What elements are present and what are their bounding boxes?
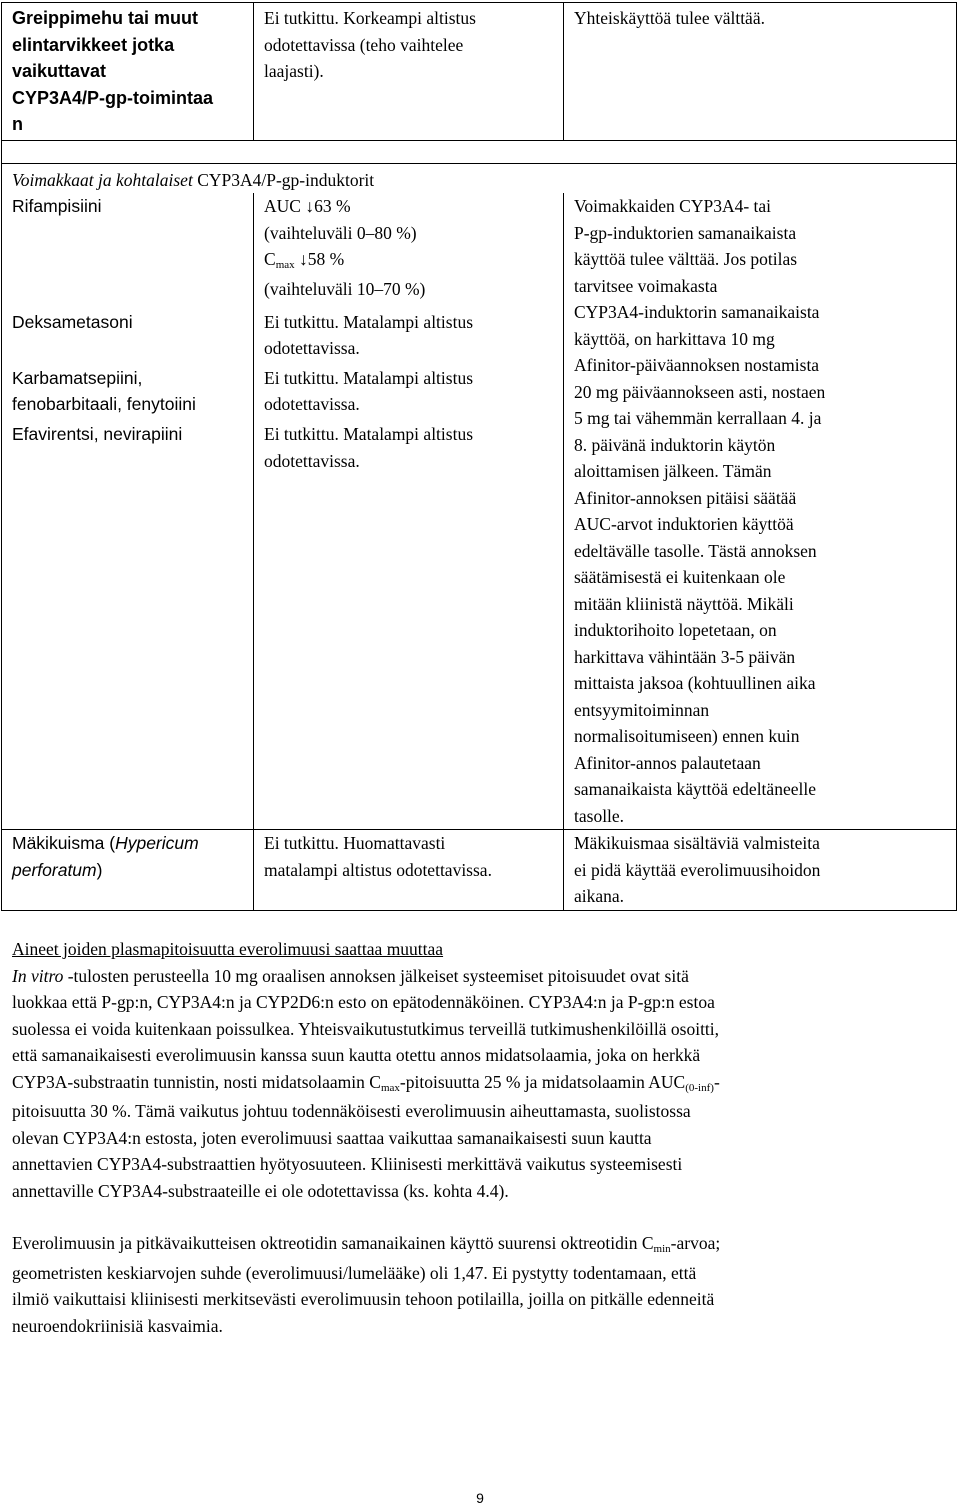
text-line: suolessa ei voida kuitenkaan poissulkea. Yhteisvaikutustutkimus terveillä tutkimushenkilöillä osoitti, xyxy=(12,1018,720,1039)
section-heading-plain: CYP3A4/P-gp-induktorit xyxy=(192,169,375,190)
text-fragment: CYP3A-substraatin tunnistin, nosti midatsolaamin C xyxy=(12,1071,381,1092)
recommendation-line: AUC-arvot induktorien käyttöä xyxy=(574,514,794,534)
arrow-down-icon: ↓ xyxy=(305,196,315,216)
effect-line: Ei tutkittu. Matalampi altistus xyxy=(264,367,474,388)
substance-line: CYP3A4/P-gp-toimintaa xyxy=(12,87,214,108)
recommendation-line: mitään kliinistä näyttöä. Mikäli xyxy=(574,593,794,614)
recommendation-line: tarvitsee voimakasta xyxy=(574,275,718,296)
subscript: (0-inf) xyxy=(685,1081,714,1094)
table-row xyxy=(2,193,957,309)
substance-cell xyxy=(2,193,254,309)
text-line: luokkaa että P-gp:n, CYP3A4:n ja CYP2D6:n esto on epätodennäköinen. CYP3A4:n ja P-gp:n estoa xyxy=(12,992,715,1012)
text-fragment: -arvoa; xyxy=(670,1233,721,1253)
text-line xyxy=(12,963,942,990)
text-line: neuroendokriinisiä kasvaimia. xyxy=(12,1315,223,1336)
recommendation-line: CYP3A4-induktorin samanaikaista xyxy=(574,302,820,322)
effect-line: odotettavissa. xyxy=(264,450,360,471)
recommendation-cell xyxy=(564,3,957,141)
substance-cell xyxy=(2,421,254,830)
hypericum-name-italic: perforatum xyxy=(12,859,97,880)
recommendation-line: Mäkikuismaa sisältäviä valmisteita xyxy=(574,833,820,853)
recommendation-line: P-gp-induktorien samanaikaista xyxy=(574,222,797,243)
recommendation-line: Afinitor-päiväannoksen nostamista xyxy=(574,355,820,375)
arrow-down-icon: ↓ xyxy=(299,249,308,269)
cmax-subscript: max xyxy=(275,259,295,271)
substance-cell xyxy=(2,3,254,141)
subscript: min xyxy=(653,1243,671,1255)
substance-line: vaikuttavat xyxy=(12,61,107,81)
effect-line: (vaihteluväli 0–80 %) xyxy=(264,222,417,243)
effect-line: odotettavissa. xyxy=(264,338,360,359)
substance-cell xyxy=(2,309,254,365)
body-text xyxy=(12,936,942,1339)
substance-cell xyxy=(2,830,254,911)
text-fragment: -tulosten perusteella 10 mg oraalisen annoksen jälkeiset systeemiset pitoisuudet ovat sitä xyxy=(63,965,689,986)
effect-cell xyxy=(254,421,564,830)
text-fragment: -pitoisuutta 25 % ja midatsolaamin AUC xyxy=(399,1071,686,1092)
text-line xyxy=(12,1069,942,1099)
hypericum-name-plain: Mäkikuisma ( xyxy=(12,833,116,853)
page-number: 9 xyxy=(476,1490,484,1506)
recommendation-line: Yhteiskäyttöä tulee välttää. xyxy=(574,8,765,28)
hypericum-name-close: ) xyxy=(96,859,103,880)
recommendation-line: normalisoitumiseen) ennen kuin xyxy=(574,726,800,746)
recommendation-cell xyxy=(564,193,957,830)
text-line: annettaville CYP3A4-substraateille ei ole odotettavissa (ks. kohta 4.4). xyxy=(12,1180,509,1201)
substance-name: Karbamatsepiini, xyxy=(12,367,143,388)
effect-line: Ei tutkittu. Matalampi altistus xyxy=(264,311,474,332)
recommendation-line: harkittava vähintään 3-5 päivän xyxy=(574,646,796,667)
section-heading-italic: Voimakkaat ja kohtalaiset xyxy=(12,169,193,190)
table-spacer-row xyxy=(2,140,957,163)
substance-name: Deksametasoni xyxy=(12,311,133,332)
substance-name: Efavirentsi, nevirapiini xyxy=(12,424,183,444)
table-row xyxy=(2,3,957,141)
recommendation-line: entsyymitoiminnan xyxy=(574,699,710,720)
substance-name: Rifampisiini xyxy=(12,196,102,216)
recommendation-line: samanaikaista käyttöä edeltäneelle xyxy=(574,779,816,799)
substance-line: Greippimehu tai muut xyxy=(12,8,199,28)
substance-name xyxy=(12,857,243,884)
effect-line xyxy=(264,246,553,276)
effect-line: odotettavissa. xyxy=(264,394,360,415)
recommendation-line: induktorihoito lopetetaan, on xyxy=(574,620,777,640)
recommendation-line: mittaista jaksoa (kohtuullinen aika xyxy=(574,673,816,693)
subscript: max xyxy=(380,1081,400,1094)
recommendation-cell xyxy=(564,830,957,911)
substance-cell xyxy=(2,365,254,421)
text-line: geometristen keskiarvojen suhde (everolimuusi/lumelääke) oli 1,47. Ei pystytty todentamaan, että xyxy=(12,1262,697,1283)
recommendation-line: käyttöä, on harkittava 10 mg xyxy=(574,328,775,349)
substance-line: elintarvikkeet jotka xyxy=(12,34,175,55)
section-heading xyxy=(2,163,957,193)
effect-cell xyxy=(254,193,564,309)
recommendation-line: Afinitor-annoksen pitäisi säätää xyxy=(574,487,797,508)
paragraph xyxy=(12,1230,942,1339)
recommendation-line: tasolle. xyxy=(574,805,625,826)
effect-line: laajasti). xyxy=(264,61,324,81)
effect-cell xyxy=(254,830,564,911)
table-row xyxy=(2,830,957,911)
recommendation-line: edeltävälle tasolle. Tästä annoksen xyxy=(574,540,817,561)
paragraph xyxy=(12,963,942,1205)
text-line: olevan CYP3A4:n estosta, joten everolimuusi saattaa vaikuttaa samanaikaisesti suun kautta xyxy=(12,1127,652,1148)
text-line: että samanaikaisesti everolimuusin kanssa suun kautta otettu annos midatsolaamia, joka on herkkä xyxy=(12,1045,701,1065)
auc-label: AUC xyxy=(264,196,301,216)
recommendation-line: 8. päivänä induktorin käytön xyxy=(574,434,776,455)
recommendation-line: Voimakkaiden CYP3A4- tai xyxy=(574,196,772,216)
text-fragment: - xyxy=(713,1071,720,1092)
text-line: annettavien CYP3A4-substraattien hyötyosuuteen. Kliinisesti merkittävä vaikutus systeemisesti xyxy=(12,1154,683,1174)
effect-line: odotettavissa (teho vaihtelee xyxy=(264,34,464,55)
cmax-value: 58 % xyxy=(307,249,345,269)
auc-value: 63 % xyxy=(314,196,351,216)
effect-cell xyxy=(254,3,564,141)
effect-cell xyxy=(254,309,564,365)
recommendation-line: aloittamisen jälkeen. Tämän xyxy=(574,461,772,481)
text-line: ilmiö vaikuttaisi kliinisesti merkitsevästi everolimuusin tehoon potilailla, joilla on pitkälle edenneitä xyxy=(12,1289,715,1309)
effect-line: matalampi altistus odotettavissa. xyxy=(264,859,492,880)
effect-cell xyxy=(254,365,564,421)
recommendation-line: käyttöä tulee välttää. Jos potilas xyxy=(574,249,798,269)
hypericum-name-italic: Hypericum xyxy=(115,833,199,853)
effect-line xyxy=(264,193,553,220)
substance-name: fenobarbitaali, fenytoiini xyxy=(12,394,196,415)
effect-line: Ei tutkittu. Huomattavasti xyxy=(264,833,446,853)
effect-line: Ei tutkittu. Matalampi altistus xyxy=(264,424,474,444)
recommendation-line: säätämisestä ei kuitenkaan ole xyxy=(574,567,786,587)
section-title: Aineet joiden plasmapitoisuutta everolimuusi saattaa muuttaa xyxy=(12,939,444,959)
recommendation-line: ei pidä käyttää everolimuusihoidon xyxy=(574,859,821,880)
effect-line: (vaihteluväli 10–70 %) xyxy=(264,278,426,299)
text-fragment: Everolimuusin ja pitkävaikutteisen oktreotidin samanaikainen käyttö suurensi oktreotidin C xyxy=(12,1233,654,1253)
text-line xyxy=(12,1230,942,1260)
recommendation-line: 20 mg päiväannokseen asti, nostaen xyxy=(574,381,826,402)
recommendation-line: aikana. xyxy=(574,886,625,906)
table-section-heading-row xyxy=(2,163,957,193)
recommendation-line: Afinitor-annos palautetaan xyxy=(574,752,761,773)
substance-line: n xyxy=(12,114,23,134)
substance-name xyxy=(12,830,243,857)
recommendation-line: 5 mg tai vähemmän kerrallaan 4. ja xyxy=(574,408,822,428)
interaction-table xyxy=(1,2,957,911)
effect-line: Ei tutkittu. Korkeampi altistus xyxy=(264,8,476,28)
text-line: pitoisuutta 30 %. Tämä vaikutus johtuu todennäköisesti everolimuusin aiheuttamasta, suolistossa xyxy=(12,1101,691,1121)
italic-term: In vitro xyxy=(12,965,64,986)
cmax-label: C xyxy=(264,249,276,269)
